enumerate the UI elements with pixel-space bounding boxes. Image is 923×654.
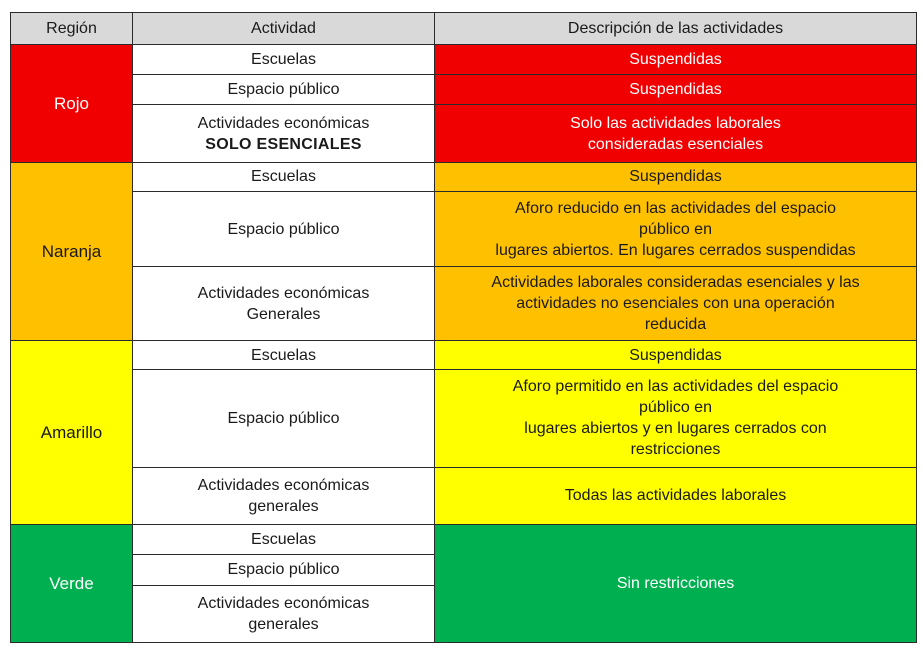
actividad-cell: Espacio público: [133, 75, 435, 105]
descripcion-cell: Suspendidas: [435, 162, 917, 191]
actividad-cell: [133, 105, 435, 162]
actividad-esenciales: SOLO ESENCIALES: [205, 135, 362, 153]
region-naranja: Naranja: [11, 162, 133, 340]
region-verde: Verde: [11, 525, 133, 643]
header-actividad: Actividad: [133, 13, 435, 45]
actividad-cell: Espacio público: [133, 370, 435, 468]
table-row: [11, 525, 917, 555]
descripcion-cell: Actividades laborales consideradas esenciales y las actividades no esenciales con una operación reducida: [435, 267, 917, 340]
descripcion-cell: Suspendidas: [435, 45, 917, 75]
actividad-cell: Escuelas: [133, 525, 435, 555]
region-amarillo: Amarillo: [11, 340, 133, 524]
actividad-cell: Espacio público: [133, 555, 435, 585]
header-region: Región: [11, 13, 133, 45]
descripcion-cell: Solo las actividades laborales consideradas esenciales: [435, 105, 917, 162]
table-row: [11, 340, 917, 369]
table-row: [11, 467, 917, 524]
table-row: [11, 267, 917, 340]
descripcion-cell: Aforo permitido en las actividades del espacio público en lugares abiertos y en lugares cerrados con restricciones: [435, 370, 917, 468]
header-descripcion: Descripción de las actividades: [435, 13, 917, 45]
actividad-cell: Actividades económicas generales: [133, 585, 435, 643]
table-row: [11, 75, 917, 105]
header-row: [11, 13, 917, 45]
table-row: [11, 105, 917, 162]
table-row: [11, 370, 917, 468]
actividad-cell: Escuelas: [133, 45, 435, 75]
actividad-cell: Actividades económicas generales: [133, 467, 435, 524]
table-row: [11, 45, 917, 75]
region-rojo: Rojo: [11, 45, 133, 163]
table-row: [11, 162, 917, 191]
table-row: [11, 191, 917, 267]
descripcion-cell: Suspendidas: [435, 75, 917, 105]
descripcion-cell: Suspendidas: [435, 340, 917, 369]
actividad-cell: Actividades económicas Generales: [133, 267, 435, 340]
semaforo-table: [10, 12, 917, 643]
descripcion-cell: Todas las actividades laborales: [435, 467, 917, 524]
actividad-text: Actividades económicas: [197, 114, 370, 132]
descripcion-cell-verde: Sin restricciones: [435, 525, 917, 643]
actividad-cell: Escuelas: [133, 162, 435, 191]
actividad-cell: Espacio público: [133, 191, 435, 267]
descripcion-cell: Aforo reducido en las actividades del espacio público en lugares abiertos. En lugares cerrados suspendidas: [435, 191, 917, 267]
actividad-cell: Escuelas: [133, 340, 435, 369]
